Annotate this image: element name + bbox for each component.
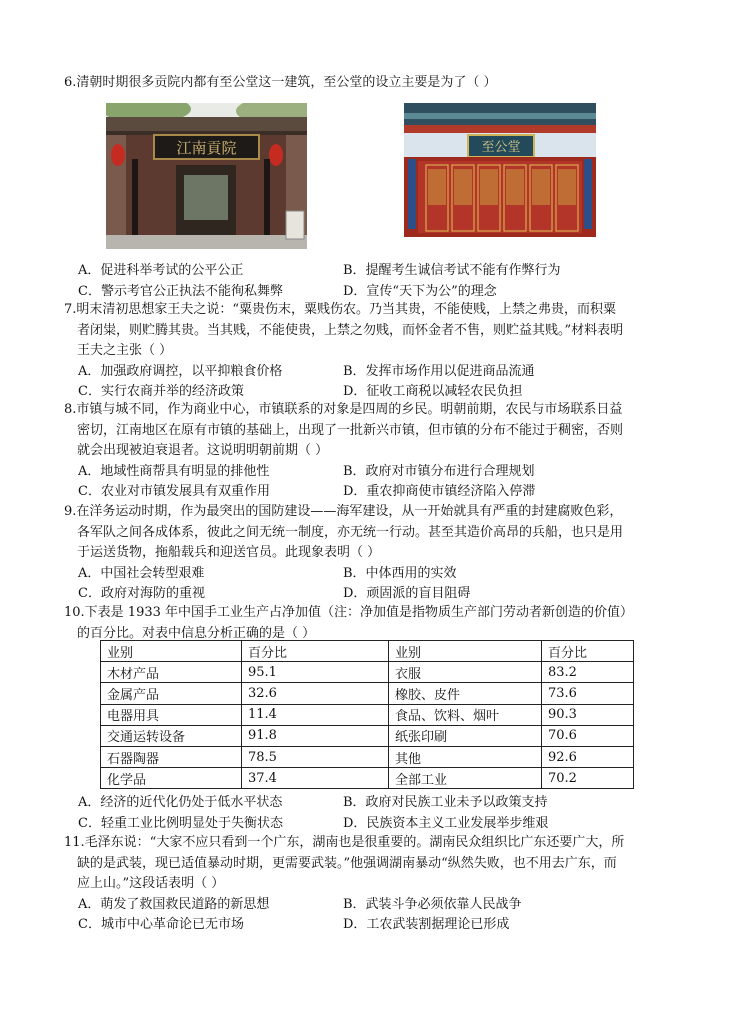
option-7b[interactable]: B．发挥市场作用以促进商品流通 — [343, 363, 535, 379]
option-11c[interactable]: C．城市中心革命论已无市场 — [78, 917, 244, 932]
question-11 — [64, 833, 676, 936]
table-cell: 92.6 — [542, 746, 634, 767]
option-8b[interactable]: B．政府对市镇分布进行合理规划 — [343, 463, 535, 479]
question-11-stem-line1: 11.毛泽东说：“大家不应只看到一个广东，湖南也是很重要的。湖南民众组织比广东还要广大，所 — [64, 835, 625, 850]
table-cell: 衣服 — [389, 662, 542, 683]
table-cell: 化学品 — [101, 768, 242, 789]
table-header-cell: 百分比 — [542, 641, 634, 662]
table-row — [101, 662, 634, 683]
table-row — [101, 683, 634, 704]
question-9-stem-line2: 各军队之间各成体系，彼此之间无统一制度，亦无统一行动。甚至其造价高昂的兵船，也只是用 — [77, 524, 624, 540]
table-cell: 95.1 — [242, 662, 389, 683]
option-9a[interactable]: A．中国社会转型艰难 — [78, 565, 205, 581]
question-8-stem — [64, 400, 676, 462]
option-11d[interactable]: D．工农武装割据理论已形成 — [343, 917, 510, 932]
table-header-row — [101, 641, 634, 662]
option-9c[interactable]: C．政府对海防的重视 — [78, 586, 205, 601]
table-cell: 32.6 — [242, 683, 389, 704]
question-11-stem — [64, 833, 676, 895]
table-cell: 金属产品 — [101, 683, 242, 704]
table-cell: 纸张印刷 — [389, 725, 542, 746]
question-7 — [64, 300, 676, 403]
question-7-stem-line1: 7.明末清初思想家王夫之说：“粟贵伤末，粟贱伤农。乃当其贵，不能使贱，上禁之弗贵，而积粟 — [64, 302, 617, 317]
jiangnan-gongyuan-photo — [106, 103, 307, 249]
question-6 — [64, 73, 676, 94]
option-7d[interactable]: D．征收工商税以减轻农民负担 — [343, 384, 523, 399]
table-cell: 70.2 — [542, 768, 634, 789]
question-11-stem-line3: 应上山。”这段话表明（ ） — [77, 876, 225, 891]
option-9d[interactable]: D．顽固派的盲目阻碍 — [343, 586, 471, 601]
question-10-stem-line1: 10.下表是 1933 年中国手工业生产占净加值（注：净加值是指物质生产部门劳动者新创造的价值） — [64, 605, 634, 620]
option-11b[interactable]: B．武装斗争必须依靠人民战争 — [343, 896, 522, 912]
table-cell: 木材产品 — [101, 662, 242, 683]
option-6d[interactable]: D．宣传“天下为公”的理念 — [343, 283, 497, 299]
question-9 — [64, 502, 676, 605]
option-8a[interactable]: A．地域性商帮具有明显的排他性 — [78, 463, 270, 479]
option-10c[interactable]: C．轻重工业比例明显处于失衡状态 — [78, 815, 283, 831]
table-cell: 全部工业 — [389, 768, 542, 789]
option-7c[interactable]: C．实行农商并举的经济政策 — [78, 384, 244, 399]
table-cell: 73.6 — [542, 683, 634, 704]
option-8c[interactable]: C．农业对市镇发展具有双重作用 — [78, 484, 270, 499]
table-row — [101, 725, 634, 746]
table-header-cell: 业别 — [389, 641, 542, 662]
table-cell: 37.4 — [242, 768, 389, 789]
question-11-stem-line2: 缺的是武装，现已适值暴动时期，更需要武装。”他强调湖南暴动“纵然失败，也不用去广东，而 — [77, 855, 617, 871]
table-cell: 橡胶、皮件 — [389, 683, 542, 704]
option-8d[interactable]: D．重农抑商使市镇经济陷入停滞 — [343, 484, 536, 499]
table-cell: 食品、饮料、烟叶 — [389, 704, 542, 725]
question-8-stem-line3: 就会出现被迫衰退者。这说明明朝前期（ ） — [77, 443, 329, 458]
question-9-stem — [64, 502, 676, 564]
question-8 — [64, 400, 676, 503]
table-cell: 78.5 — [242, 746, 389, 767]
question-7-stem-line2: 者闭粜，则贮腾其贵。当其贱，不能使贵，上禁之勿贱，而怀金者不售，则贮益其贱。”材料表明 — [77, 322, 624, 338]
table-header-cell: 百分比 — [242, 641, 389, 662]
question-10-stem-line2: 的百分比。对表中信息分析正确的是（ ） — [77, 625, 316, 641]
option-10a[interactable]: A．经济的近代化仍处于低水平状态 — [78, 795, 283, 810]
question-8-stem-line2: 密切，江南地区在原有市镇的基础上，出现了一批新兴市镇，但市镇的分布不能过于稠密，否则 — [77, 422, 624, 438]
table-row — [101, 768, 634, 789]
question-9-stem-line3: 于运送货物，拖船载兵和迎送官员。此现象表明（ ） — [77, 545, 381, 560]
question-10-options — [64, 793, 676, 834]
option-11a[interactable]: A．萌发了救国救民道路的新思想 — [78, 896, 270, 912]
question-6-stem: 6.清朝时期很多贡院内都有至公堂这一建筑，至公堂的设立主要是为了（ ） — [64, 75, 497, 90]
table-cell: 91.8 — [242, 725, 389, 746]
table-cell: 90.3 — [542, 704, 634, 725]
zhigongtang-photo — [404, 103, 596, 237]
gongyuan-sign-text: 江南貢院 — [176, 139, 237, 157]
option-10d[interactable]: D．民族资本主义工业发展举步维艰 — [343, 815, 549, 831]
option-6c[interactable]: C．警示考官公正执法不能徇私舞弊 — [78, 283, 283, 299]
question-7-stem-line3: 王夫之主张（ ） — [77, 343, 173, 358]
table-cell: 交通运转设备 — [101, 725, 242, 746]
question-8-stem-line1: 8.市镇与城不同，作为商业中心，市镇联系的对象是四周的乡民。明朝前期，农民与市场联系日益 — [64, 402, 623, 417]
option-7a[interactable]: A．加强政府调控，以平抑粮食价格 — [78, 363, 283, 379]
table-header-cell: 业别 — [101, 641, 242, 662]
zhigongtang-sign-text: 至公堂 — [481, 140, 521, 155]
table-row — [101, 746, 634, 767]
question-6-options — [64, 261, 676, 302]
option-9b[interactable]: B．中体西用的实效 — [343, 565, 457, 581]
question-9-stem-line1: 9.在洋务运动时期，作为最突出的国防建设——海军建设，从一开始就具有严重的封建腐败色彩， — [64, 504, 623, 519]
table-cell: 其他 — [389, 746, 542, 767]
table-cell: 70.6 — [542, 725, 634, 746]
option-6b[interactable]: B．提醒考生诚信考试不能有作弊行为 — [343, 263, 561, 278]
handicraft-table — [100, 640, 634, 789]
option-10b[interactable]: B．政府对民族工业未予以政策支持 — [343, 795, 548, 810]
question-10-stem — [64, 603, 676, 644]
table-cell: 11.4 — [242, 704, 389, 725]
table-cell: 83.2 — [542, 662, 634, 683]
table-cell: 电器用具 — [101, 704, 242, 725]
option-6a[interactable]: A．促进科举考试的公平公正 — [78, 263, 244, 278]
question-10 — [64, 603, 676, 644]
table-row — [101, 704, 634, 725]
question-7-stem — [64, 300, 676, 362]
table-cell: 石器陶器 — [101, 746, 242, 767]
